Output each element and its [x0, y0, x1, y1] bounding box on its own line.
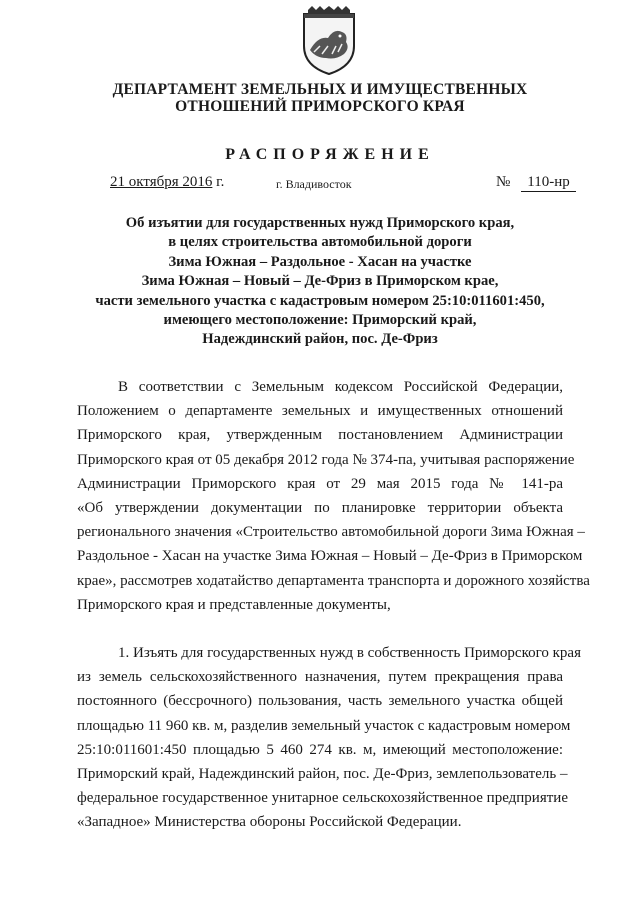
- preamble-line: Приморского края, утвержденным постановлением Администрации: [77, 427, 563, 444]
- paragraph-gap: [77, 617, 563, 641]
- title-line: Об изъятии для государственных нужд Приморского края,: [125, 215, 515, 231]
- preamble-line: регионального значения «Строительство автомобильной дороги Зима Южная –: [77, 524, 585, 541]
- preamble-line: В соответствии с Земельным кодексом Российской Федерации,: [118, 379, 563, 395]
- item-1-line: 1. Изъять для государственных нужд в собственность Приморского края: [118, 645, 581, 662]
- item-1-line: площадью 11 960 кв. м, разделив земельный участок с кадастровым номером: [77, 717, 571, 734]
- preamble-line: крае», рассмотрев ходатайство департамента транспорта и дорожного хозяйства: [77, 572, 590, 589]
- document-date: [110, 174, 224, 191]
- title-line: Надеждинский район, пос. Де-Фриз: [202, 331, 438, 348]
- preamble-line: Положением о департаменте земельных и имущественных отношений: [77, 403, 563, 420]
- document-city: г. Владивосток: [276, 177, 352, 191]
- preamble-line: «Об утверждении документации по планировке территории объекта: [77, 500, 563, 517]
- title-line: Зима Южная – Раздольное - Хасан на участке: [168, 253, 472, 270]
- document-body: [77, 375, 590, 835]
- title-line: Зима Южная – Новый – Де-Фриз в Приморском крае,: [141, 273, 499, 290]
- document-type: РАСПОРЯЖЕНИЕ: [225, 146, 435, 163]
- item-1-line: Приморский край, Надеждинский район, пос. Де-Фриз, землепользователь –: [77, 766, 568, 783]
- document-number: 110-нр: [521, 174, 576, 192]
- department-name-line-1: ДЕПАРТАМЕНТ ЗЕМЕЛЬНЫХ И ИМУЩЕСТВЕННЫХ: [112, 81, 528, 98]
- title-line: в целях строительства автомобильной дороги: [168, 234, 472, 251]
- preamble-line: Приморского края и представленные документы,: [77, 596, 391, 613]
- item-1-line: «Западное» Министерства обороны Российской Федерации.: [77, 814, 462, 831]
- title-line: части земельного участка с кадастровым номером 25:10:011601:450,: [95, 292, 545, 309]
- number-label: №: [496, 174, 511, 190]
- item-1-line: постоянного (бессрочного) пользования, часть земельного участка общей: [77, 693, 563, 710]
- item-1-line: федеральное государственное унитарное сельскохозяйственное предприятие: [77, 790, 568, 807]
- document-title: [60, 214, 580, 350]
- coat-of-arms-icon: [298, 6, 360, 76]
- preamble-line: Приморского края от 05 декабря 2012 года № 374-па, учитывая распоряжение: [77, 451, 575, 468]
- date-suffix: г.: [212, 174, 225, 190]
- item-1-line: из земель сельскохозяйственного назначения, путем прекращения права: [77, 669, 563, 686]
- preamble-line: Раздольное - Хасан на участке Зима Южная – Новый – Де-Фриз в Приморском: [77, 548, 583, 565]
- title-line: имеющего местоположение: Приморский край,: [163, 312, 477, 329]
- date-value: 21 октября 2016: [110, 174, 213, 190]
- department-name-line-2: ОТНОШЕНИЙ ПРИМОРСКОГО КРАЯ: [175, 98, 465, 115]
- item-1-line: 25:10:011601:450 площадью 5 460 274 кв. м, имеющий местоположение:: [77, 741, 563, 758]
- preamble-line: Администрации Приморского края от 29 мая 2015 года № 141-ра: [77, 475, 563, 492]
